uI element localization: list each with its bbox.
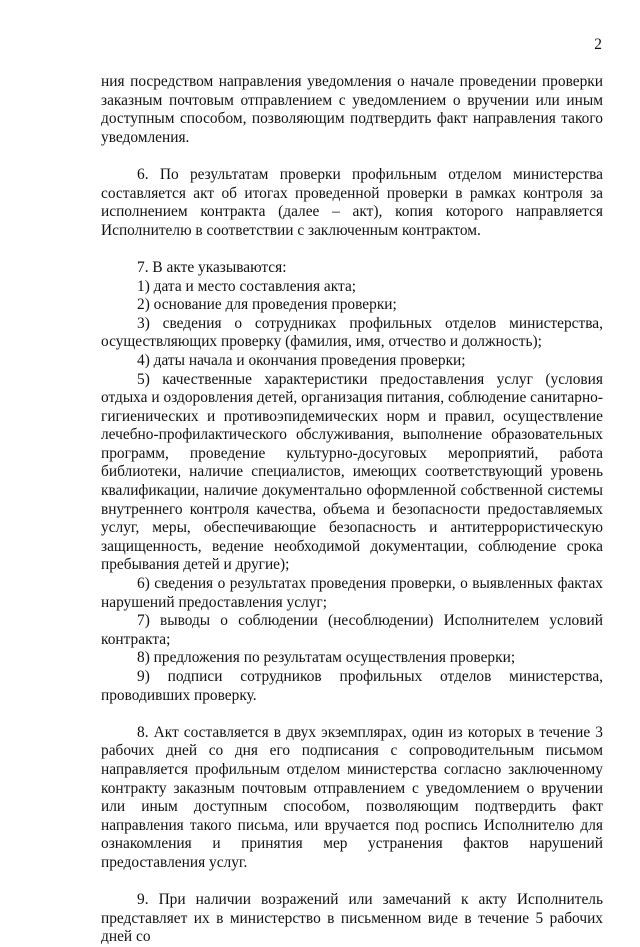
page-number: 2 [594,36,602,53]
list-item: 3) сведения о сотрудниках профильных отделов министерства, осуществляющих проверку (фамилия, имя, отчество и должность); [101,314,603,351]
list-item: 7) выводы о соблюдении (несоблюдении) Исполнителем условий контракта; [101,612,603,648]
paragraph: 6. По результатам проверки профильным отделом министерства составляется акт об итогах проведенной проверки в рамках контроля за исполнением контракта (далее – акт), копия которого направляется Исполнителю в соответствии с заключенным контрактом. [101,165,603,239]
document-body [101,73,603,947]
list-item: 8) предложения по результатам осуществления проверки; [137,649,516,667]
list-item: 6) сведения о результатах проведения проверки, о выявленных фактах нарушений предоставления услуг; [101,575,603,611]
list-item: 1) дата и место составления акта; [137,277,357,295]
paragraph: 8. Акт составляется в двух экземплярах, один из которых в течение 3 рабочих дней со дня его подписания с сопроводительным письмом направляется профильным отделом министерства согласно заключенному контракту заказным почтовым отправлением с уведомлением о вручении или иным доступным способом, позволяющим подтвердить факт направления такого письма, или вручается под роспись Исполнителю для ознакомления и принятия мер устранения фактов нарушений предоставления услуг. [101,723,603,871]
paragraph: 9. При наличии возражений или замечаний к акту Исполнитель представляет их в министерство в письменном виде в течение 5 рабочих дней со [101,891,603,946]
list-item: 2) основание для проведения проверки; [137,296,397,314]
list-item: 9) подписи сотрудников профильных отделов министерства, проводивших проверку. [101,668,603,704]
paragraph: ния посредством направления уведомления о начале проведении проверки заказным почтовым отправлением с уведомлением о вручении или иным доступным способом, позволяющим подтвердить факт направления такого уведомления. [101,73,603,146]
list-item: 4) даты начала и окончания проведения проверки; [137,351,466,369]
list-heading: 7. В акте указываются: [137,258,287,276]
list-item: 5) качественные характеристики предоставления услуг (условия отдыха и оздоровления детей, организация питания, соблюдение санитарно-гигиенических и противоэпидемических норм и правил, осуществление лечебно-профилактического обслуживания, выполнение образовательных программ, проведение культурно-досуговых мероприятий, работа библиотеки, наличие специалистов, имеющих соответствующий уровень квалификации, наличие документально оформленной собственной системы внутреннего контроля качества, объема и безопасности предоставляемых услуг, меры, обеспечивающие безопасность и антитеррористическую защищенность, ведение необходимой документации, соблюдение срока пребывания детей и другие); [101,370,603,574]
